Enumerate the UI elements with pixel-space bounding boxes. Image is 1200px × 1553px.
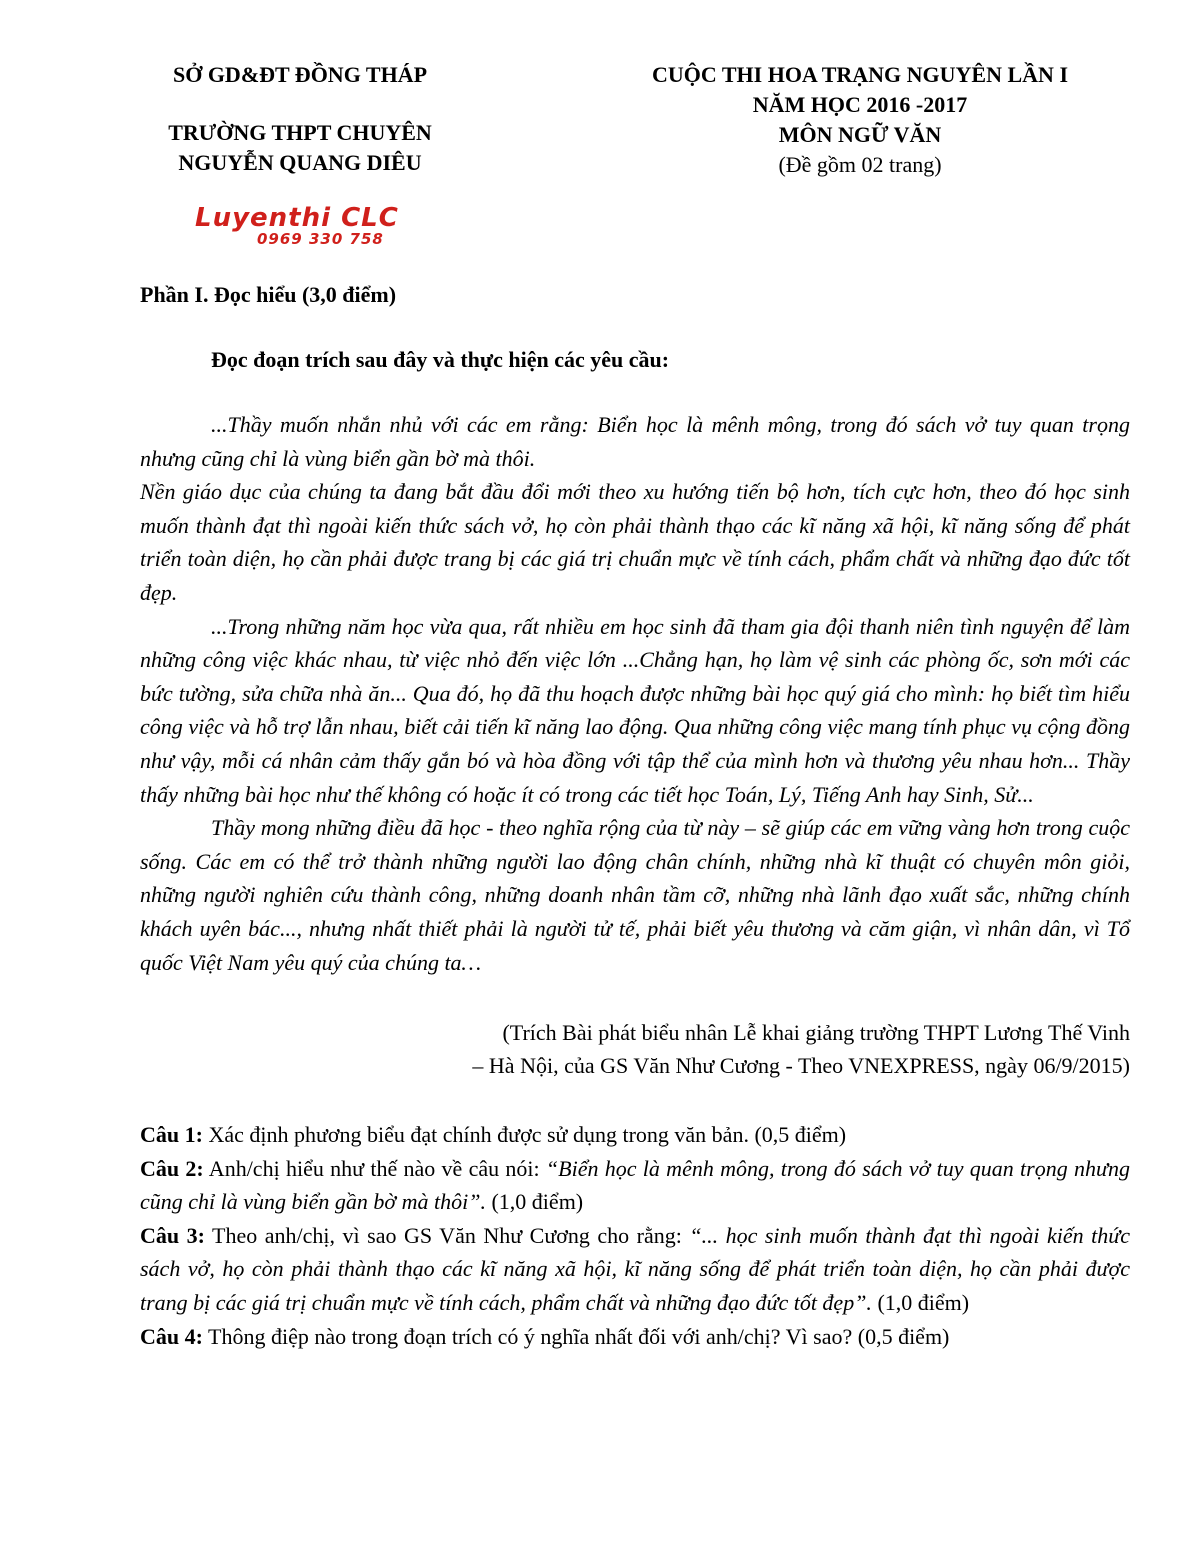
question-1 <box>140 1118 1130 1152</box>
question-3 <box>140 1219 1130 1320</box>
question-text: Anh/chị hiểu như thế nào về câu nói: <box>203 1155 546 1181</box>
section-title: Phần I. Đọc hiểu (3,0 điểm) <box>140 282 397 307</box>
contest-name: CUỘC THI HOA TRẠNG NGUYÊN LẦN I <box>651 62 1069 87</box>
reading-passage <box>140 408 1130 979</box>
passage-paragraph-4: Thầy mong những điều đã học - theo nghĩa rộng của từ này – sẽ giúp các em vững vàng hơn trong cuộc sống. Các em có thể trở thành những người lao động chân chính, những nhà kĩ thuật có chuyên môn giỏi, những người nghiên cứu thành công, những doanh nhân tầm cỡ, những nhà lãnh đạo xuất sắc, những chính khách uyên bác..., nhưng nhất thiết phải là người tử tế, phải biết yêu thương và căm giận, vì nhân dân, vì Tổ quốc Việt Nam yêu quý của chúng ta… <box>140 815 1130 975</box>
question-quote: “Biển học là mênh mông, trong đó sách vở tuy quan trọng nhưng cũng chỉ là vùng biển gần bờ mà thôi”. <box>140 1155 1130 1215</box>
school-name-line2: NGUYỄN QUANG DIÊU <box>178 150 422 175</box>
question-2 <box>140 1152 1130 1219</box>
question-points: (1,0 điểm) <box>485 1189 584 1215</box>
exam-header <box>560 60 1160 180</box>
question-label: Câu 1: <box>140 1122 203 1147</box>
question-text: Theo anh/chị, vì sao GS Văn Như Cương cho rằng: <box>204 1222 690 1248</box>
logo-phone: 0969 330 758 <box>257 230 384 248</box>
department-name: SỞ GD&ĐT ĐỒNG THÁP <box>172 62 428 87</box>
question-text: Xác định phương biểu đạt chính được sử dụng trong văn bản. (0,5 điểm) <box>202 1122 847 1147</box>
passage-paragraph-3: ...Trong những năm học vừa qua, rất nhiều em học sinh đã tham gia đội thanh niên tình nguyện để làm những công việc khác nhau, từ việc nhỏ đến việc lớn ...Chẳng hạn, họ làm vệ sinh các phòng ốc, sơn mới các bức tường, sửa chữa nhà ăn... Qua đó, họ đã thu hoạch được những bài học quý giá cho mình: họ biết tìm hiểu công việc và hỗ trợ lẫn nhau, biết cải tiến kĩ năng lao động. Qua những công việc mang tính phục vụ cộng đồng như vậy, mỗi cá nhân cảm thấy gắn bó và hòa đồng với tập thể của mình hơn và thương yêu nhau hơn... Thầy thấy những bài học như thế không có hoặc ít có trong các tiết học Toán, Lý, Tiếng Anh hay Sinh, Sử... <box>140 613 1130 807</box>
source-line1: (Trích Bài phát biểu nhân Lễ khai giảng trường THPT Lương Thế Vinh <box>502 1020 1130 1045</box>
instruction: Đọc đoạn trích sau đây và thực hiện các yêu cầu: <box>211 347 670 372</box>
question-points: (1,0 điểm) <box>871 1289 970 1315</box>
question-label: Câu 3: <box>140 1222 205 1248</box>
question-4 <box>140 1320 1130 1354</box>
subject-name: MÔN NGỮ VĂN <box>778 122 942 147</box>
question-label: Câu 2: <box>140 1155 204 1181</box>
question-text: Thông điệp nào trong đoạn trích có ý nghĩa nhất đối với anh/chị? Vì sao? (0,5 điểm) <box>202 1323 950 1349</box>
logo-name: Luyenthi CLC <box>195 203 399 233</box>
passage-paragraph-2: Nền giáo dục của chúng ta đang bắt đầu đổi mới theo xu hướng tiến bộ hơn, tích cực hơn, theo đó học sinh muốn thành đạt thì ngoài kiến thức sách vở, họ còn phải thành thạo các kĩ năng xã hội, kĩ năng sống để phát triển toàn diện, họ cần phải được trang bị các giá trị chuẩn mực về tính cách, phẩm chất và những đạo đức tốt đẹp. <box>140 479 1130 605</box>
passage-paragraph-1: ...Thầy muốn nhắn nhủ với các em rằng: Biển học là mênh mông, trong đó sách vở tuy quan trọng nhưng cũng chỉ là vùng biển gần bờ mà thôi. <box>140 412 1130 471</box>
passage-source <box>300 1016 1130 1082</box>
school-name-line1: TRƯỜNG THPT CHUYÊN <box>168 120 432 145</box>
school-year: NĂM HỌC 2016 -2017 <box>752 92 968 117</box>
source-line2: – Hà Nội, của GS Văn Như Cương - Theo VNEXPRESS, ngày 06/9/2015) <box>472 1053 1130 1078</box>
luyenthi-logo <box>195 203 425 251</box>
school-header <box>100 60 500 178</box>
question-quote: “... học sinh muốn thành đạt thì ngoài kiến thức sách vở, họ còn phải thành thạo các kĩ năng xã hội, kĩ năng sống để phát triển toàn diện, họ cần phải được trang bị các giá trị chuẩn mực về tính cách, phẩm chất và những đạo đức tốt đẹp”. <box>140 1222 1131 1315</box>
question-label: Câu 4: <box>140 1323 203 1349</box>
question-list <box>140 1118 1130 1353</box>
page-count-note: (Đề gồm 02 trang) <box>778 152 942 177</box>
